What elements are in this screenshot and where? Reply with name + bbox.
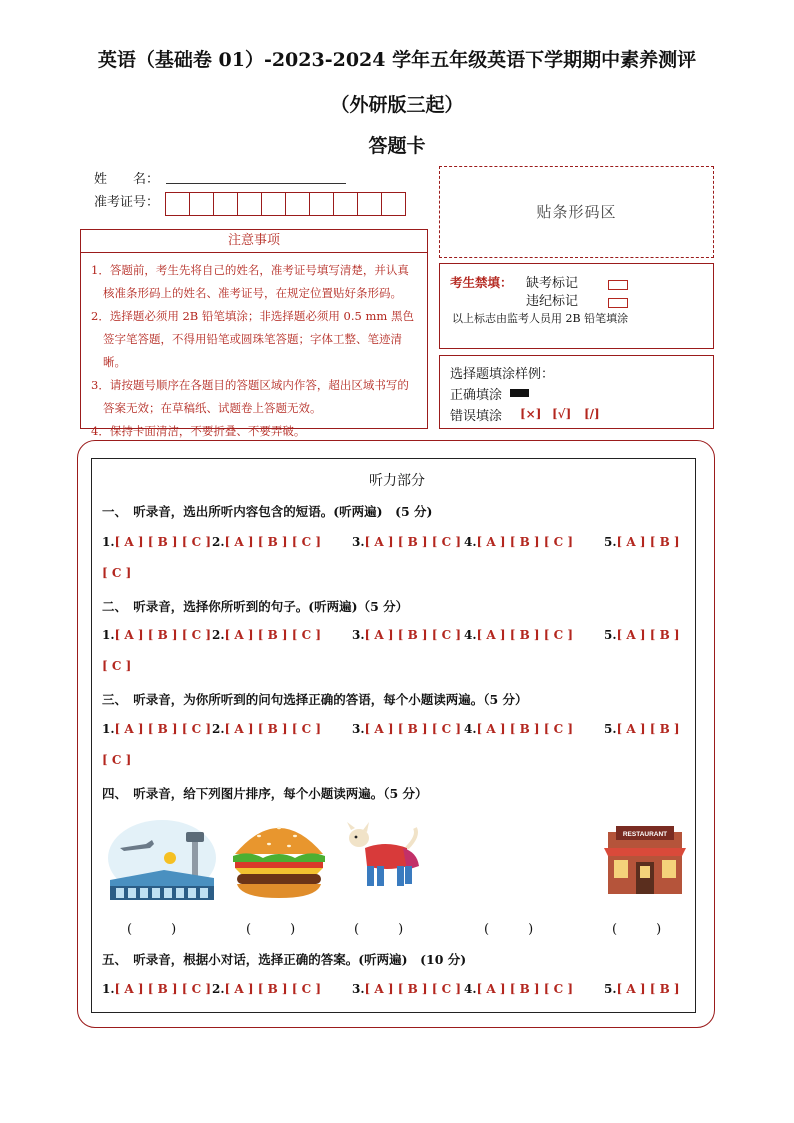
q1-5-choice-c[interactable] — [102, 566, 131, 580]
name-label: 姓 名： — [94, 172, 160, 187]
correct-fill-sample — [510, 389, 529, 397]
order-answer-2[interactable]: ( ) — [246, 922, 296, 937]
absent-mark-box[interactable] — [608, 274, 628, 293]
q3-2-choices[interactable] — [212, 722, 321, 736]
order-answer-3[interactable]: ( ) — [354, 922, 404, 937]
q3-5-choice-c[interactable] — [102, 753, 131, 767]
question-number: 2. — [212, 628, 225, 642]
section-3-title: 三、 听录音，为你所听到的问句选择正确的答语，每个小题读两遍。（5 分） — [102, 692, 528, 707]
question-number: 4. — [464, 722, 477, 736]
q2-5-choice-c[interactable] — [102, 659, 131, 673]
q2-2-choices[interactable] — [212, 628, 321, 642]
notice-item: 2．选择题必须用 2B 铅笔填涂；非选择题必须用 0.5 mm 黑色签字笔答题，不得用铅笔或圆珠笔答题；字体工整、笔迹清晰。 — [91, 309, 414, 369]
answer-options[interactable]: [ A ] [ B ] [ C ] — [476, 535, 574, 549]
violation-mark-label: 违纪标记 — [526, 294, 579, 309]
question-number: 2. — [212, 535, 225, 549]
question-number: 1. — [102, 722, 115, 736]
listening-heading: 听力部分 — [369, 473, 425, 489]
id-cell[interactable] — [189, 192, 214, 216]
question-number: 1. — [102, 628, 115, 642]
id-cell[interactable] — [285, 192, 310, 216]
wrong-mark-x: [×] — [520, 407, 542, 421]
q5-1-choices[interactable] — [102, 982, 211, 996]
airport-picture — [106, 818, 218, 904]
answer-options[interactable]: [ A ] [ B ] [ C ] — [364, 628, 462, 642]
notice-item: 1．答题前，考生先将自己的姓名，准考证号填写清楚，并认真核准条形码上的姓名、准考证号，在规定位置贴好条形码。 — [91, 263, 409, 300]
sample-title: 选择题填涂样例： — [450, 367, 555, 382]
notice-box — [80, 229, 428, 438]
wrong-mark-check: [√] — [552, 407, 572, 421]
question-number: 5. — [604, 628, 617, 642]
name-field[interactable] — [166, 183, 346, 184]
answer-options[interactable]: [ A ] [ B ] — [616, 535, 680, 549]
section-5-title: 五、 听录音，根据小对话，选择正确的答案。(听两遍) (10 分) — [102, 952, 467, 967]
question-number: 2. — [212, 982, 225, 996]
wrong-mark-slash: [/] — [584, 407, 600, 421]
notice-heading: 注意事项 — [81, 230, 427, 253]
q1-5-choices[interactable] — [604, 535, 680, 549]
id-cell[interactable] — [357, 192, 382, 216]
question-number: 5. — [604, 722, 617, 736]
question-number: 4. — [464, 535, 477, 549]
q1-2-choices[interactable] — [212, 535, 321, 549]
question-number: 3. — [352, 982, 365, 996]
question-number: 3. — [352, 535, 365, 549]
id-label: 准考证号： — [94, 195, 160, 210]
section-4-title: 四、 听录音，给下列图片排序，每个小题读两遍。（5 分） — [102, 786, 428, 801]
section-1-title: 一、 听录音，选出所听内容包含的短语。(听两遍) (5 分) — [102, 504, 433, 519]
restaurant-picture — [602, 826, 688, 896]
answer-options[interactable]: [ A ] [ B ] [ C ] — [364, 722, 462, 736]
answer-options[interactable]: [ A ] [ B ] — [616, 722, 680, 736]
id-cell[interactable] — [165, 192, 190, 216]
wrong-fill-label: 错误填涂 — [450, 409, 503, 424]
q3-1-choices[interactable] — [102, 722, 211, 736]
q5-3-choices[interactable] — [352, 982, 461, 996]
absent-mark-label: 缺考标记 — [526, 276, 579, 291]
answer-options[interactable]: [ A ] [ B ] [ C ] — [476, 628, 574, 642]
answer-options[interactable]: [ A ] [ B ] — [616, 982, 680, 996]
answer-options[interactable]: [ A ] [ B ] [ C ] — [364, 535, 462, 549]
question-number: 1. — [102, 982, 115, 996]
question-number: 4. — [464, 628, 477, 642]
barcode-area — [439, 166, 714, 258]
q3-5-choices[interactable] — [604, 722, 680, 736]
question-number: 2. — [212, 722, 225, 736]
q1-3-choices[interactable] — [352, 535, 461, 549]
answer-options[interactable]: [ A ] [ B ] [ C ] — [114, 535, 212, 549]
examiner-marks-box — [439, 263, 714, 349]
question-number: 3. — [352, 722, 365, 736]
dog-clothes-picture — [345, 822, 425, 894]
answer-options[interactable]: [ A ] [ B ] [ C ] — [114, 982, 212, 996]
question-number: 1. — [102, 535, 115, 549]
id-cell[interactable] — [237, 192, 262, 216]
q1-1-choices[interactable] — [102, 535, 211, 549]
answer-sheet-title: 答题卡 — [368, 135, 426, 157]
exam-title: 英语（基础卷 01）-2023-2024 学年五年级英语下学期期中素养测评 — [97, 49, 697, 71]
id-cell[interactable] — [213, 192, 238, 216]
exam-title-edition: （外研版三起） — [330, 94, 464, 116]
q5-2-choices[interactable] — [212, 982, 321, 996]
id-cell[interactable] — [309, 192, 334, 216]
id-number-grid[interactable] — [166, 192, 406, 216]
q5-4-choices[interactable] — [464, 982, 573, 996]
hamburger-picture — [229, 814, 329, 900]
q2-4-choices[interactable] — [464, 628, 573, 642]
answer-options[interactable]: [ A ] [ B ] — [616, 628, 680, 642]
order-answer-4[interactable]: ( ) — [484, 922, 534, 937]
answer-options[interactable]: [ A ] [ B ] [ C ] — [476, 982, 574, 996]
notice-item: 3．请按题号顺序在各题目的答题区域内作答，超出区域书写的答案无效；在草稿纸、试题卷上答题无效。 — [91, 378, 409, 415]
correct-fill-label: 正确填涂 — [450, 388, 503, 403]
id-cell[interactable] — [261, 192, 286, 216]
answer-options[interactable]: [ A ] [ B ] [ C ] — [224, 628, 322, 642]
fill-sample-box — [439, 355, 714, 429]
order-answer-5[interactable]: ( ) — [612, 922, 662, 937]
answer-option-c[interactable]: [ C ] — [102, 566, 132, 580]
forbidden-note: 以上标志由监考人员用 2B 铅笔填涂 — [452, 312, 629, 325]
answer-options[interactable]: [ A ] [ B ] [ C ] — [364, 982, 462, 996]
restaurant-sign-text: RESTAURANT — [622, 831, 668, 838]
q5-5-choices[interactable] — [604, 982, 680, 996]
answer-option-c[interactable]: [ C ] — [102, 659, 132, 673]
forbidden-label: 考生禁填： — [450, 275, 513, 290]
order-answer-1[interactable]: ( ) — [127, 922, 177, 937]
id-cell[interactable] — [333, 192, 358, 216]
id-cell[interactable] — [381, 192, 406, 216]
answer-options[interactable]: [ A ] [ B ] [ C ] — [476, 722, 574, 736]
question-number: 5. — [604, 535, 617, 549]
answer-options[interactable]: [ A ] [ B ] [ C ] — [224, 982, 322, 996]
answer-options[interactable]: [ A ] [ B ] [ C ] — [224, 535, 322, 549]
q2-1-choices[interactable] — [102, 628, 211, 642]
violation-mark-box[interactable] — [608, 292, 628, 311]
q1-4-choices[interactable] — [464, 535, 573, 549]
notice-item: 4．保持卡面清洁，不要折叠、不要弄破。 — [91, 424, 306, 438]
answer-options[interactable]: [ A ] [ B ] [ C ] — [114, 628, 212, 642]
answer-options[interactable]: [ A ] [ B ] [ C ] — [114, 722, 212, 736]
q2-3-choices[interactable] — [352, 628, 461, 642]
question-number: 5. — [604, 982, 617, 996]
notice-list — [81, 253, 427, 443]
q2-5-choices[interactable] — [604, 628, 680, 642]
question-number: 3. — [352, 628, 365, 642]
barcode-label: 贴条形码区 — [536, 203, 617, 221]
q3-3-choices[interactable] — [352, 722, 461, 736]
answer-option-c[interactable]: [ C ] — [102, 753, 132, 767]
section-2-title: 二、 听录音，选择你所听到的句子。(听两遍)（5 分） — [102, 599, 409, 614]
question-number: 4. — [464, 982, 477, 996]
q3-4-choices[interactable] — [464, 722, 573, 736]
answer-options[interactable]: [ A ] [ B ] [ C ] — [224, 722, 322, 736]
